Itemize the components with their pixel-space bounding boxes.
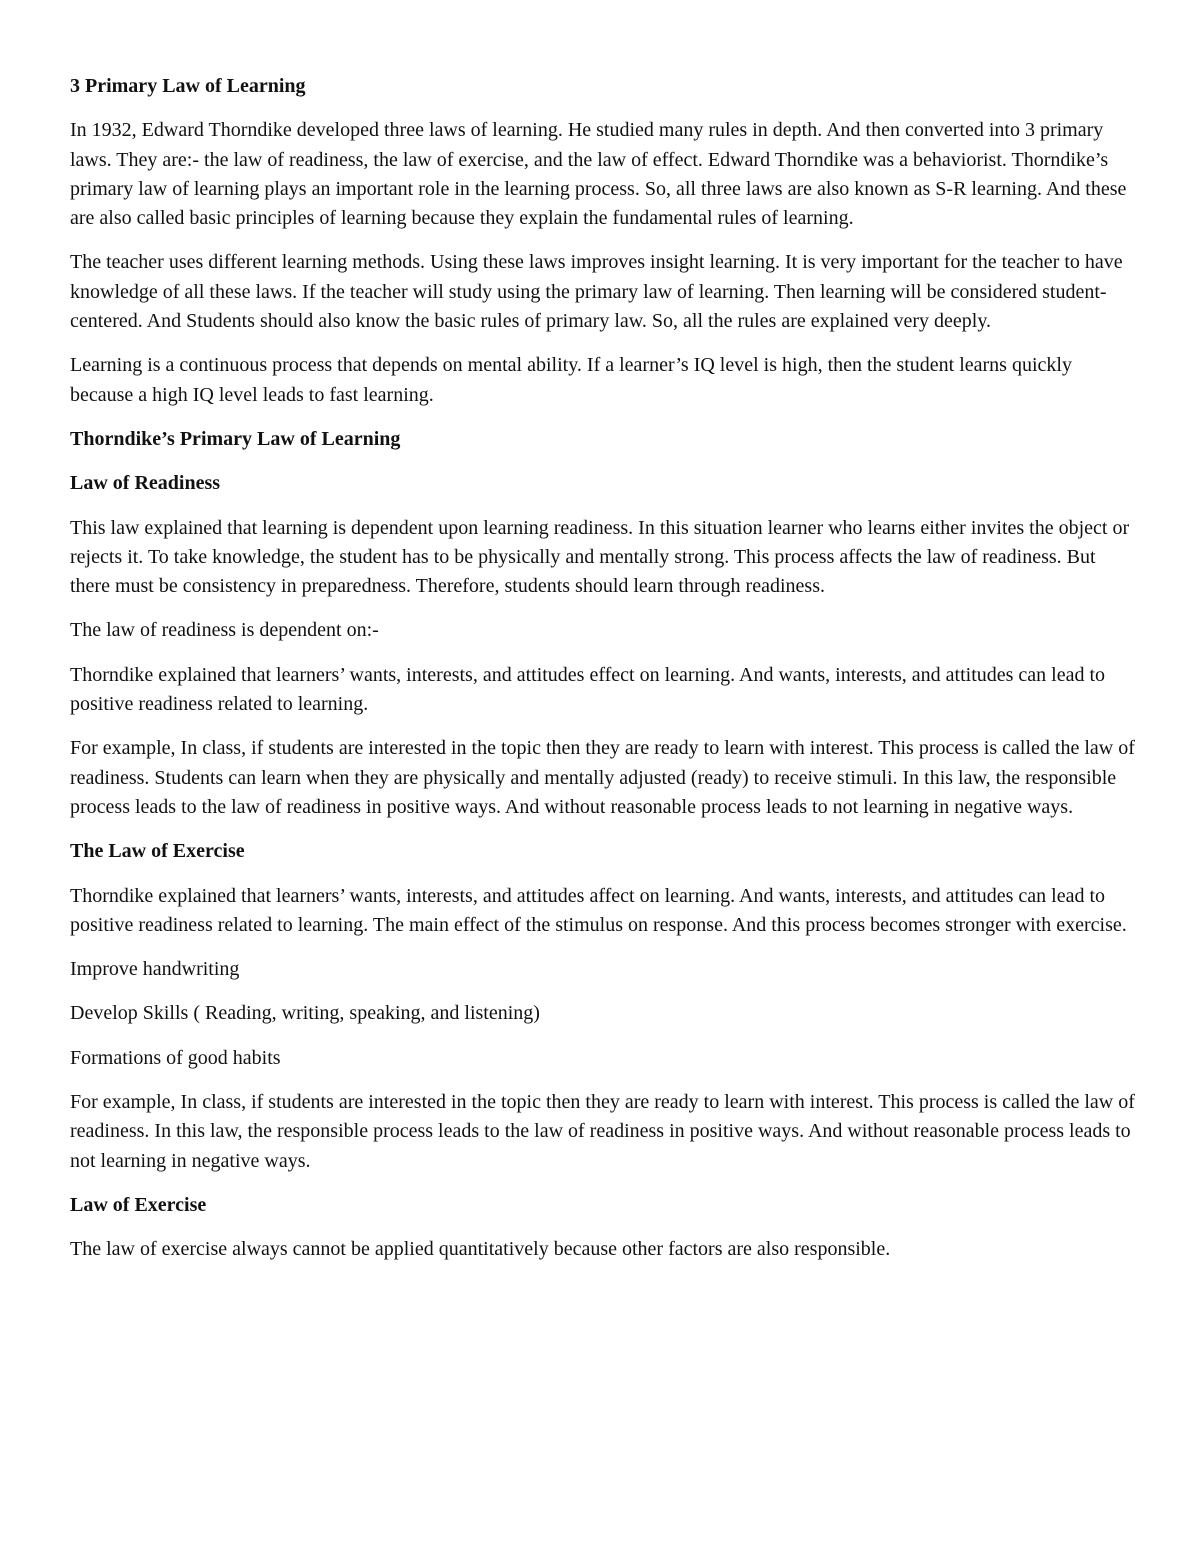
document-page	[70, 72, 1135, 1280]
law-of-readiness-heading: Law of Readiness	[70, 472, 221, 495]
intro-paragraph: In 1932, Edward Thorndike developed three laws of learning. He studied many rules in depth. And then converted into 3 primary laws. They are:- the law of readiness, the law of exercise, and the law of effect. Edward Thorndike was a behaviorist. Thorndike’s primary law of learning plays an important role in the learning process. So, all three laws are also known as S-R learning. And these are also called basic principles of learning because they explain the fundamental rules of learning.	[70, 119, 1127, 230]
thorndike-heading: Thorndike’s Primary Law of Learning	[70, 427, 401, 450]
exercise-quantitative-paragraph: The law of exercise always cannot be applied quantitatively because other factors are also responsible.	[70, 1238, 891, 1261]
good-habits-line: Formations of good habits	[70, 1046, 281, 1069]
readiness-paragraph: This law explained that learning is dependent upon learning readiness. In this situation learner who learns either invites the object or rejects it. To take knowledge, the student has to be physically and mentally strong. This process affects the law of readiness. But there must be consistency in preparedness. Therefore, students should learn through readiness.	[70, 516, 1130, 598]
exercise-paragraph: Thorndike explained that learners’ wants, interests, and attitudes affect on learning. And wants, interests, and attitudes can lead to positive readiness related to learning. The main effect of the stimulus on response. And this process becomes stronger with exercise.	[70, 884, 1127, 936]
law-of-exercise-heading: Law of Exercise	[70, 1193, 207, 1216]
continuous-process-paragraph: Learning is a continuous process that depends on mental ability. If a learner’s IQ level is high, then the student learns quickly because a high IQ level leads to fast learning.	[70, 354, 1072, 406]
readiness-dependent-paragraph: The law of readiness is dependent on:-	[70, 619, 379, 642]
the-law-of-exercise-heading: The Law of Exercise	[70, 840, 245, 863]
readiness-example-paragraph: For example, In class, if students are interested in the topic then they are ready to learn with interest. This process is called the law of readiness. Students can learn when they are physically and mentally adjusted (ready) to receive stimuli. In this law, the responsible process leads to the law of readiness in positive ways. And without reasonable process leads to not learning in negative ways.	[70, 737, 1135, 818]
wants-interests-paragraph: Thorndike explained that learners’ wants, interests, and attitudes effect on learning. And wants, interests, and attitudes can lead to positive readiness related to learning.	[70, 663, 1106, 716]
exercise-example-paragraph: For example, In class, if students are interested in the topic then they are ready to learn with interest. This process is called the law of readiness. In this law, the responsible process leads to the law of readiness in positive ways. And without reasonable process leads to not learning in negative ways.	[70, 1091, 1135, 1172]
develop-skills-line: Develop Skills ( Reading, writing, speaking, and listening)	[70, 1002, 540, 1025]
teacher-paragraph: The teacher uses different learning methods. Using these laws improves insight learning. It is very important for the teacher to have knowledge of all these laws. If the teacher will study using the primary law of learning. Then learning will be considered student-centered. And Students should also know the basic rules of primary law. So, all the rules are explained very deeply.	[70, 251, 1123, 333]
title-heading: 3 Primary Law of Learning	[70, 75, 306, 97]
improve-handwriting-line: Improve handwriting	[70, 958, 240, 981]
